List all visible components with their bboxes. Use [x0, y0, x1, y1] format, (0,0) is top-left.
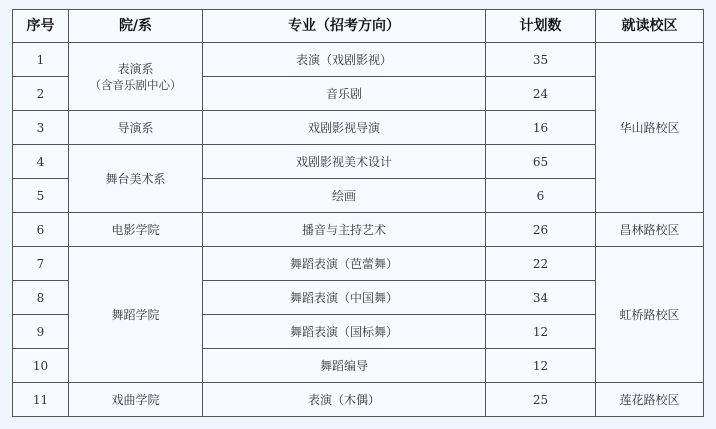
- table-row: [13, 213, 704, 247]
- quota-cell: 26: [486, 213, 596, 247]
- row-index: 2: [13, 77, 69, 111]
- department-cell: 电影学院: [69, 213, 203, 247]
- header-row: [13, 10, 704, 43]
- major-cell: 戏剧影视美术设计: [203, 145, 486, 179]
- row-index: 9: [13, 315, 69, 349]
- row-index: 8: [13, 281, 69, 315]
- enrollment-table: [12, 9, 704, 417]
- department-cell: 舞蹈学院: [69, 247, 203, 383]
- campus-cell: 虹桥路校区: [596, 247, 704, 383]
- department-cell: [69, 43, 203, 111]
- table-row: [13, 247, 704, 281]
- row-index: 5: [13, 179, 69, 213]
- quota-cell: 35: [486, 43, 596, 77]
- header-index: 序号: [13, 10, 69, 43]
- quota-cell: 12: [486, 349, 596, 383]
- department-cell: 舞台美术系: [69, 145, 203, 213]
- major-cell: 舞蹈表演（芭蕾舞）: [203, 247, 486, 281]
- quota-cell: 34: [486, 281, 596, 315]
- row-index: 7: [13, 247, 69, 281]
- department-name: 表演系: [117, 61, 154, 76]
- major-cell: 舞蹈编导: [203, 349, 486, 383]
- quota-cell: 65: [486, 145, 596, 179]
- major-cell: 绘画: [203, 179, 486, 213]
- major-cell: 表演（戏剧影视）: [203, 43, 486, 77]
- header-quota: 计划数: [486, 10, 596, 43]
- major-cell: 表演（木偶）: [203, 383, 486, 417]
- row-index: 3: [13, 111, 69, 145]
- row-index: 4: [13, 145, 69, 179]
- department-cell: 导演系: [69, 111, 203, 145]
- major-cell: 舞蹈表演（国标舞）: [203, 315, 486, 349]
- quota-cell: 12: [486, 315, 596, 349]
- major-cell: 舞蹈表演（中国舞）: [203, 281, 486, 315]
- header-department: 院/系: [69, 10, 203, 43]
- department-cell: 戏曲学院: [69, 383, 203, 417]
- header-major: 专业（招考方向）: [203, 10, 486, 43]
- header-campus: 就读校区: [596, 10, 704, 43]
- row-index: 10: [13, 349, 69, 383]
- department-note: （含音乐剧中心）: [89, 77, 182, 92]
- major-cell: 戏剧影视导演: [203, 111, 486, 145]
- quota-cell: 22: [486, 247, 596, 281]
- quota-cell: 6: [486, 179, 596, 213]
- table-row: [13, 43, 704, 77]
- row-index: 1: [13, 43, 69, 77]
- quota-cell: 25: [486, 383, 596, 417]
- campus-cell: 华山路校区: [596, 43, 704, 213]
- table-row: [13, 383, 704, 417]
- major-cell: 音乐剧: [203, 77, 486, 111]
- major-cell: 播音与主持艺术: [203, 213, 486, 247]
- quota-cell: 16: [486, 111, 596, 145]
- row-index: 11: [13, 383, 69, 417]
- quota-cell: 24: [486, 77, 596, 111]
- campus-cell: 莲花路校区: [596, 383, 704, 417]
- campus-cell: 昌林路校区: [596, 213, 704, 247]
- row-index: 6: [13, 213, 69, 247]
